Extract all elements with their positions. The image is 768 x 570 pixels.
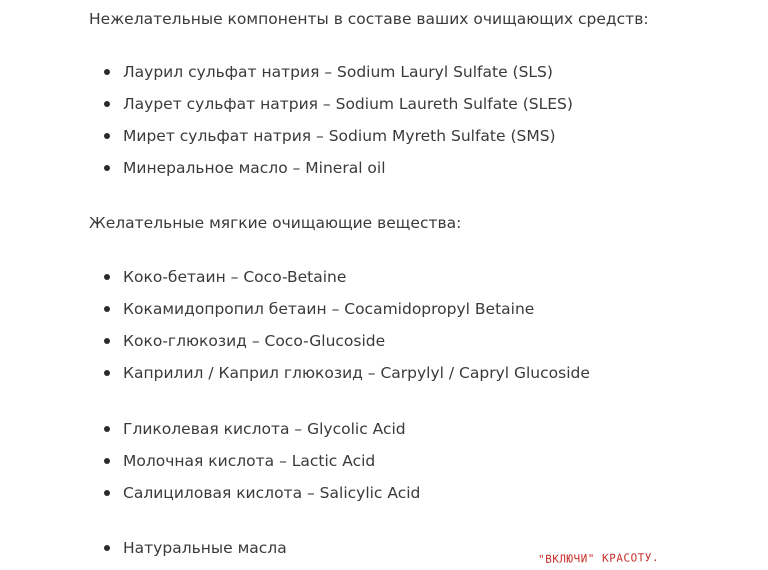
undesirable-list xyxy=(0,56,573,184)
list-item: Минеральное масло – Mineral oil xyxy=(0,152,573,184)
list-item: Кокамидопропил бетаин – Cocamidopropyl Betaine xyxy=(0,293,590,325)
oils-list xyxy=(0,532,287,564)
list-item: Гликолевая кислота – Glycolic Acid xyxy=(0,413,420,445)
desirable-heading: Желательные мягкие очищающие вещества: xyxy=(89,214,462,232)
list-item: Каприлил / Каприл глюкозид – Carpylyl / Capryl Glucoside xyxy=(0,357,590,389)
list-item: Натуральные масла xyxy=(0,532,287,564)
list-item: Салициловая кислота – Salicylic Acid xyxy=(0,477,420,509)
list-item: Коко-глюкозид – Coco-Glucoside xyxy=(0,325,590,357)
list-item: Лаурил сульфат натрия – Sodium Lauryl Sulfate (SLS) xyxy=(0,56,573,88)
undesirable-heading: Нежелательные компоненты в составе ваших очищающих средств: xyxy=(89,10,649,28)
acids-list xyxy=(0,413,420,509)
list-item: Мирет сульфат натрия – Sodium Myreth Sulfate (SMS) xyxy=(0,120,573,152)
list-item: Молочная кислота – Lactic Acid xyxy=(0,445,420,477)
list-item: Коко-бетаин – Coco-Betaine xyxy=(0,261,590,293)
surfactants-list xyxy=(0,261,590,389)
list-item: Лаурет сульфат натрия – Sodium Laureth Sulfate (SLES) xyxy=(0,88,573,120)
brand-watermark: "ВКЛЮЧИ" КРАСОТУ. xyxy=(537,550,660,567)
